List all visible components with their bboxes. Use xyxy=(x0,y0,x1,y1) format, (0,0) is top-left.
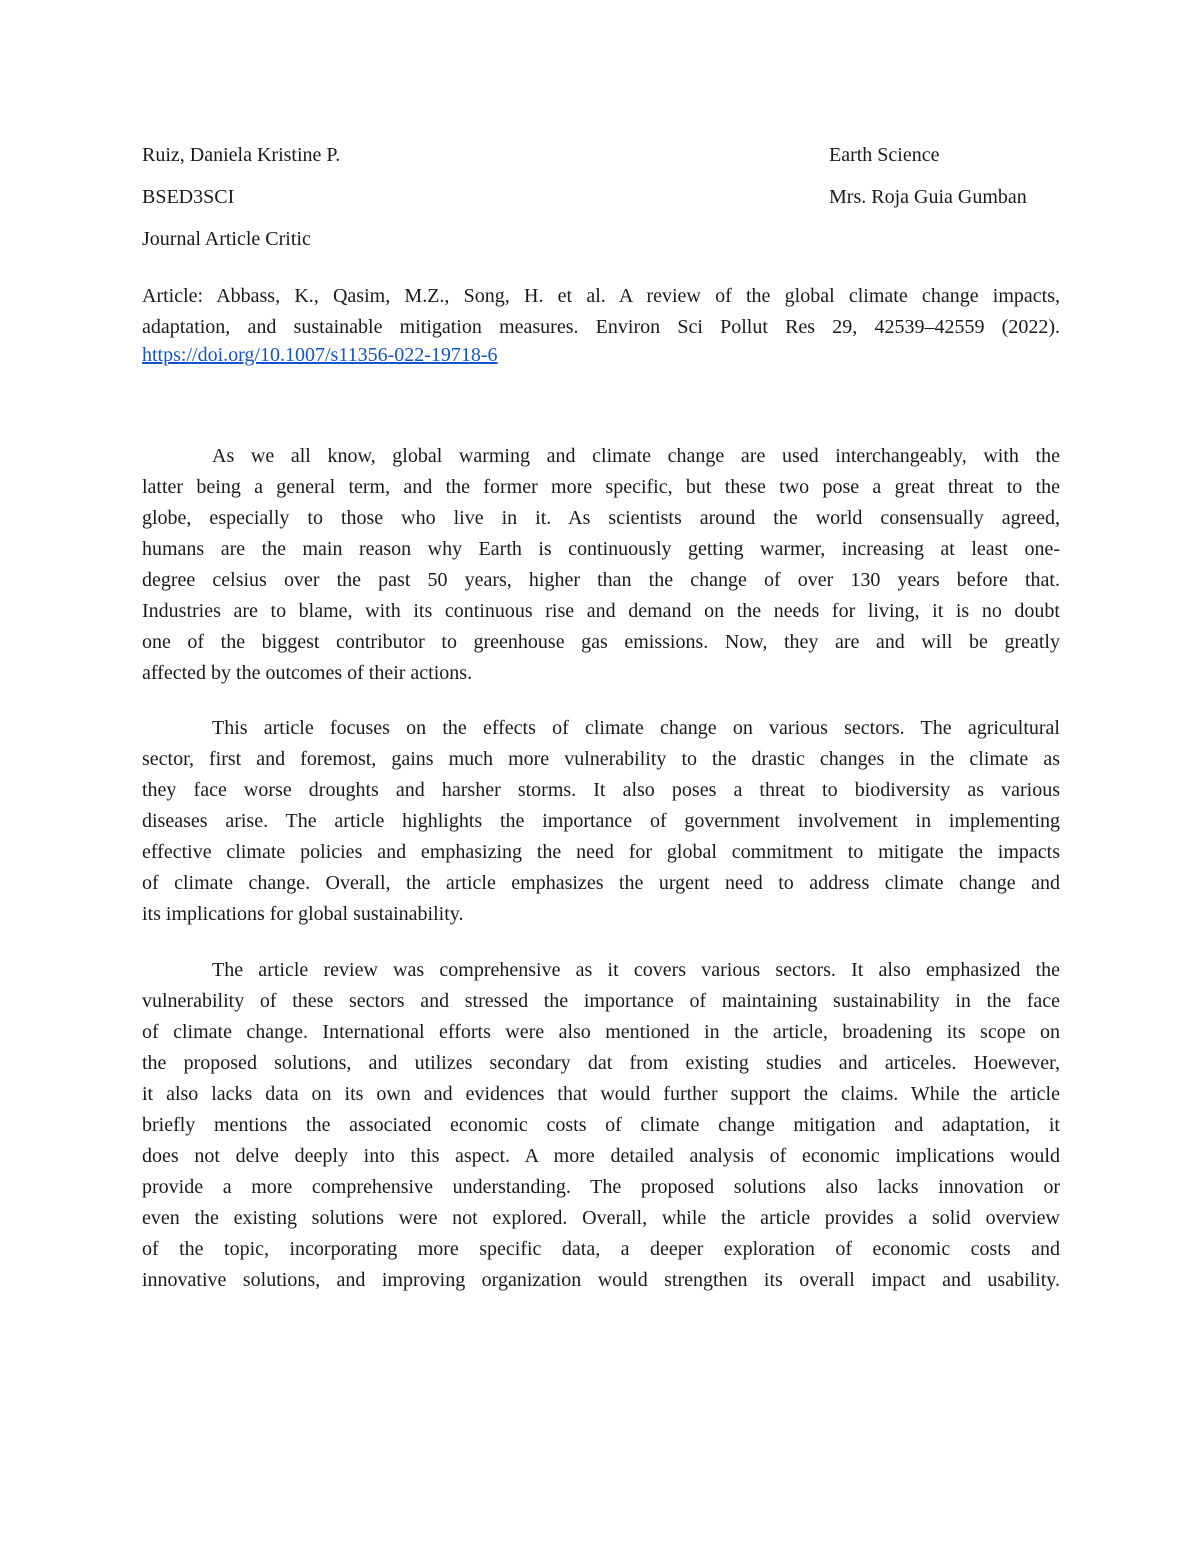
paragraph-line: provide a more comprehensive understanding. The proposed solutions also lacks innovation or xyxy=(142,1176,1060,1198)
paragraph-line: affected by the outcomes of their actions. xyxy=(142,662,473,684)
paragraph-line: it also lacks data on its own and evidences that would further support the claims. While the article xyxy=(142,1083,1060,1105)
citation-line: Article: Abbass, K., Qasim, M.Z., Song, H. et al. A review of the global climate change impacts, xyxy=(142,285,1060,307)
paragraph-line: one of the biggest contributor to greenhouse gas emissions. Now, they are and will be greatly xyxy=(142,631,1060,653)
section: BSED3SCI xyxy=(142,186,235,208)
paragraph-line: its implications for global sustainability. xyxy=(142,903,464,925)
paragraph-line: effective climate policies and emphasizing the need for global commitment to mitigate the impacts xyxy=(142,841,1060,863)
citation-line: adaptation, and sustainable mitigation measures. Environ Sci Pollut Res 29, 42539–42559 (2022). xyxy=(142,316,1060,338)
paragraph-line: briefly mentions the associated economic costs of climate change mitigation and adaptation, it xyxy=(142,1114,1060,1136)
paragraph-line: the proposed solutions, and utilizes secondary dat from existing studies and articeles. Hoewever, xyxy=(142,1052,1060,1074)
doi-link[interactable]: https://doi.org/10.1007/s11356-022-19718-6 xyxy=(142,344,498,366)
paragraph-line: latter being a general term, and the former more specific, but these two pose a great threat to the xyxy=(142,476,1060,498)
paragraph-line: of the topic, incorporating more specific data, a deeper exploration of economic costs and xyxy=(142,1238,1060,1260)
paragraph-line: does not delve deeply into this aspect. A more detailed analysis of economic implications would xyxy=(142,1145,1060,1167)
paragraph-line: of climate change. International efforts were also mentioned in the article, broadening its scope on xyxy=(142,1021,1060,1043)
paragraph-line: innovative solutions, and improving organization would strengthen its overall impact and usability. xyxy=(142,1269,1060,1291)
paragraph-line: of climate change. Overall, the article emphasizes the urgent need to address climate change and xyxy=(142,872,1060,894)
paragraph-line: globe, especially to those who live in it. As scientists around the world consensually agreed, xyxy=(142,507,1060,529)
paragraph-line: Industries are to blame, with its continuous rise and demand on the needs for living, it is no doubt xyxy=(142,600,1060,622)
paragraph-line: The article review was comprehensive as it covers various sectors. It also emphasized the xyxy=(212,959,1060,981)
paragraph-line: humans are the main reason why Earth is continuously getting warmer, increasing at least one- xyxy=(142,538,1060,560)
paragraph-line: even the existing solutions were not explored. Overall, while the article provides a solid overview xyxy=(142,1207,1060,1229)
paragraph-line: sector, first and foremost, gains much more vulnerability to the drastic changes in the climate as xyxy=(142,748,1060,770)
student-name: Ruiz, Daniela Kristine P. xyxy=(142,144,341,166)
assignment-title: Journal Article Critic xyxy=(142,228,311,250)
paragraph-line: As we all know, global warming and climate change are used interchangeably, with the xyxy=(212,445,1060,467)
paragraph-line: they face worse droughts and harsher storms. It also poses a threat to biodiversity as various xyxy=(142,779,1060,801)
paragraph-line: degree celsius over the past 50 years, higher than the change of over 130 years before that. xyxy=(142,569,1060,591)
subject: Earth Science xyxy=(829,144,940,166)
paragraph-line: vulnerability of these sectors and stressed the importance of maintaining sustainability in the face xyxy=(142,990,1060,1012)
teacher: Mrs. Roja Guia Gumban xyxy=(829,186,1027,208)
paragraph-line: diseases arise. The article highlights the importance of government involvement in implementing xyxy=(142,810,1060,832)
paragraph-line: This article focuses on the effects of climate change on various sectors. The agricultural xyxy=(212,717,1060,739)
